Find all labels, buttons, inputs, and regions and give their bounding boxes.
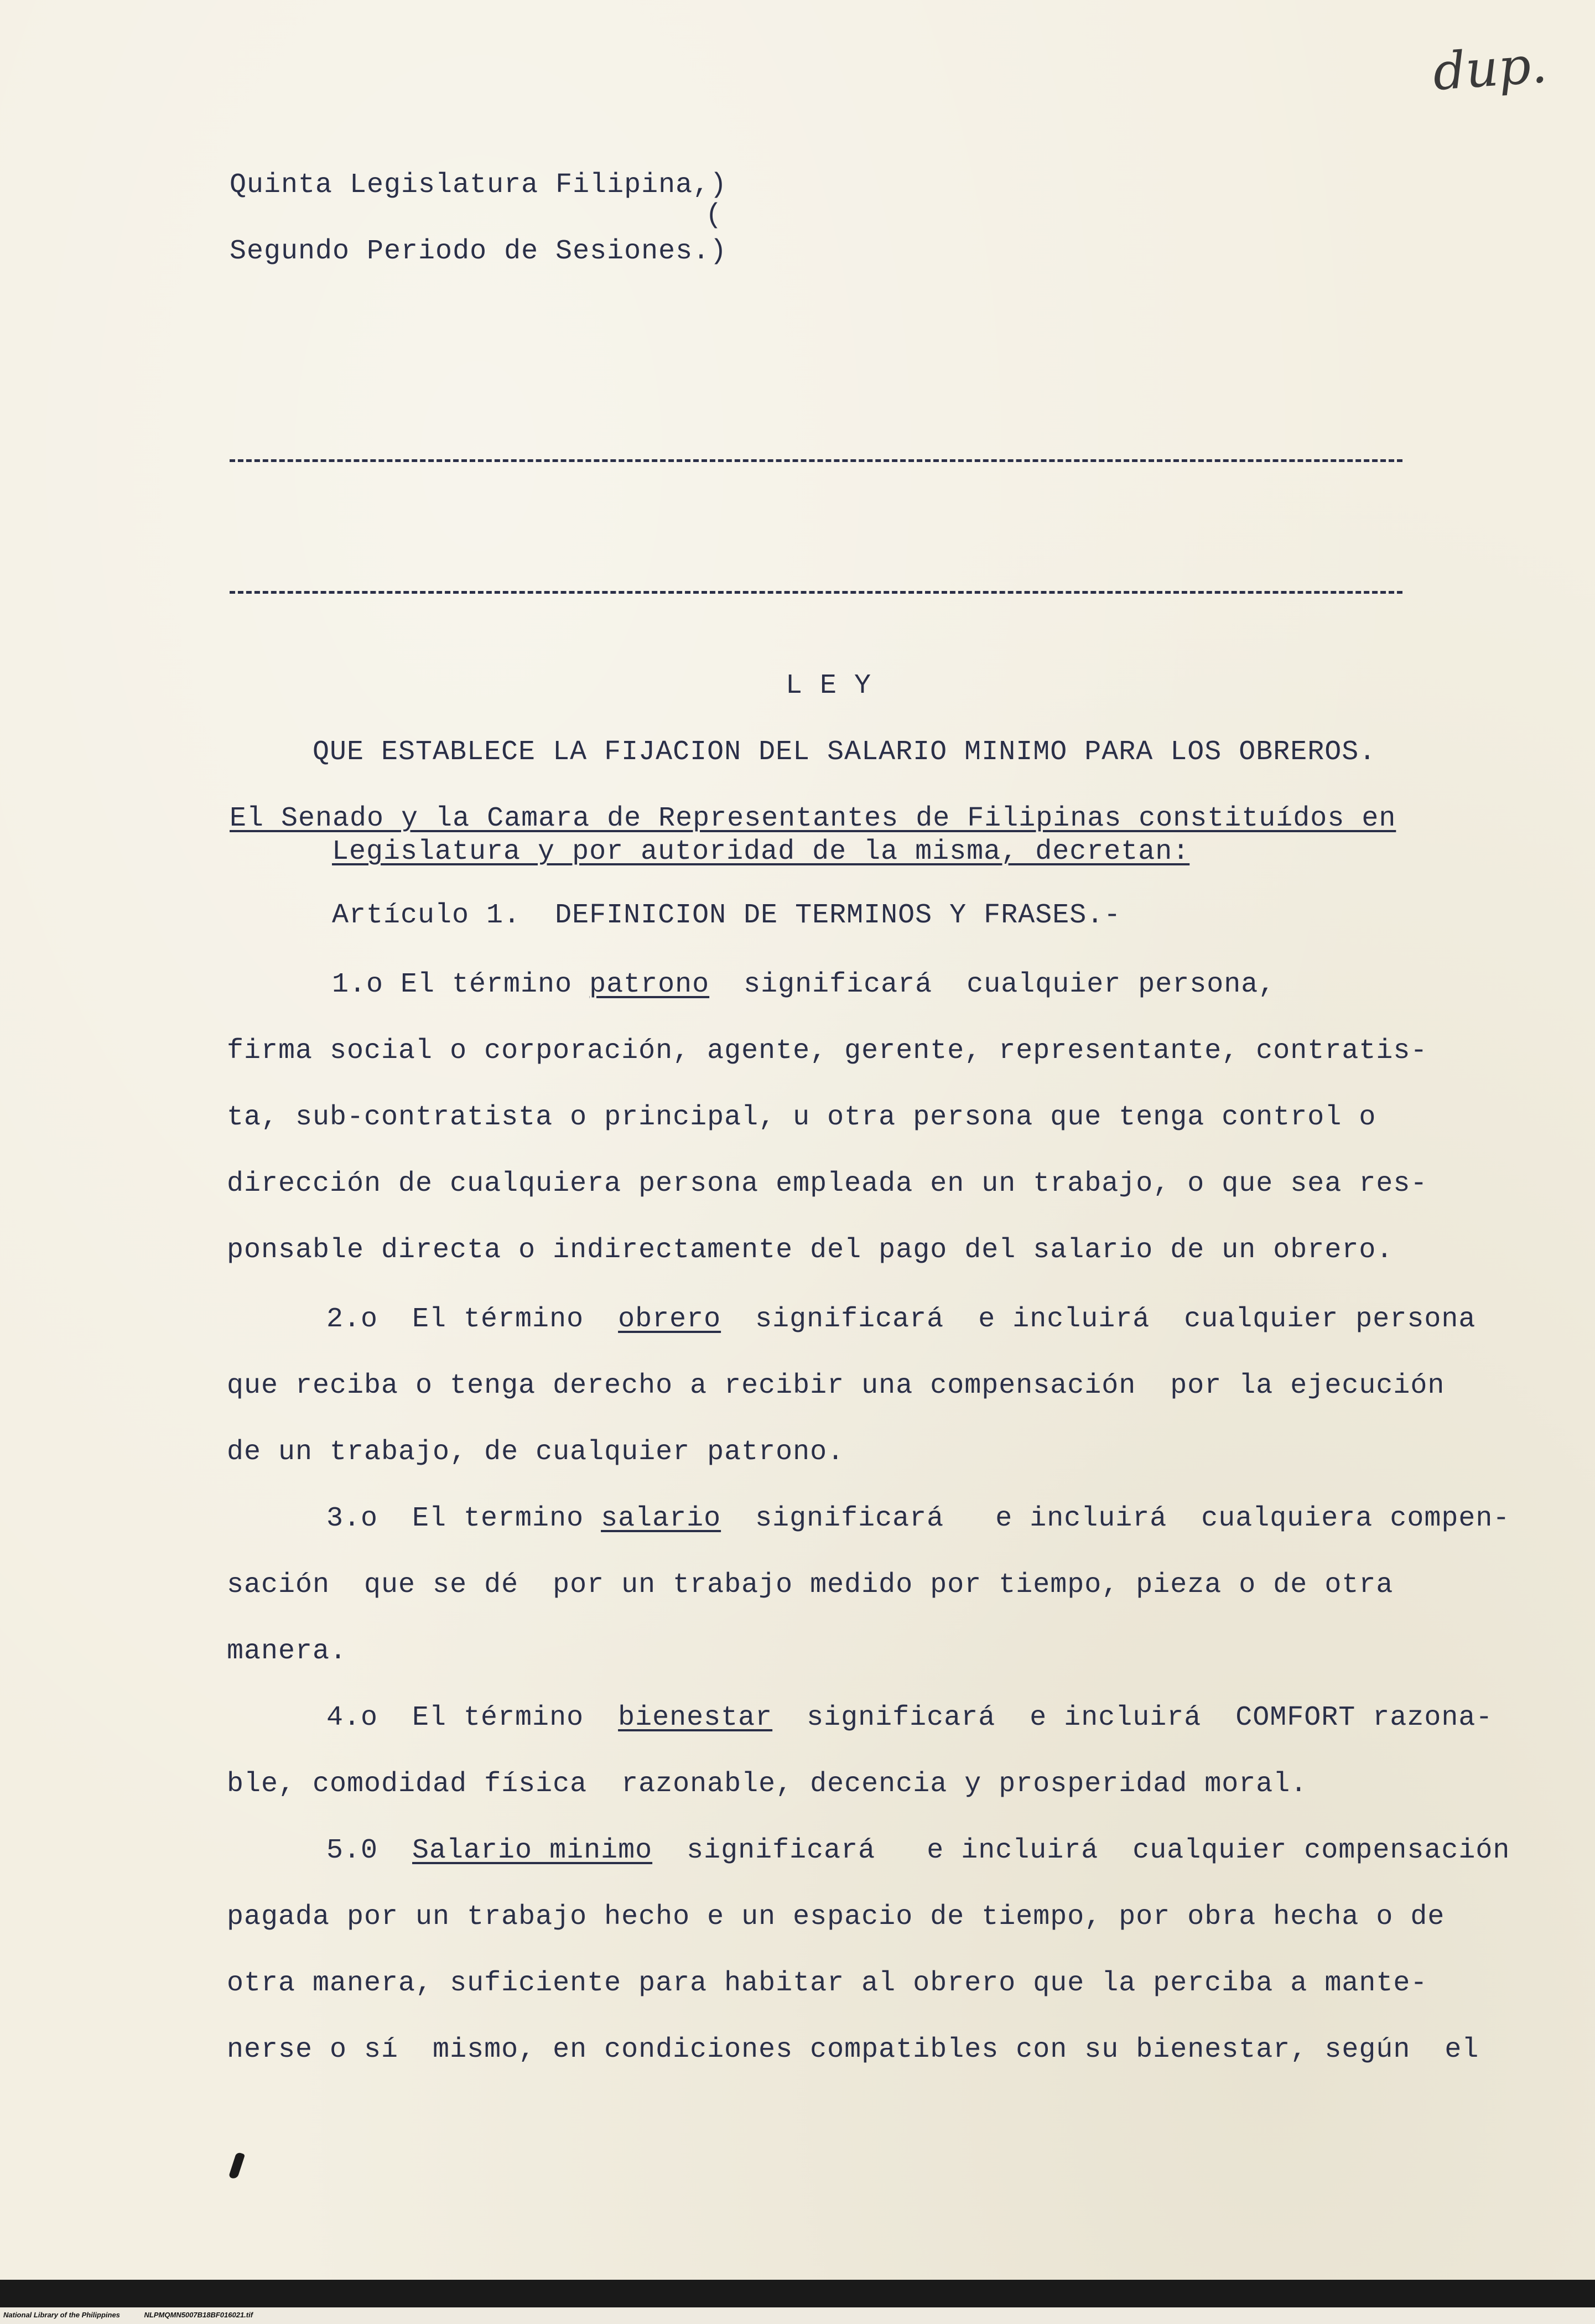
section-5-first-line (326, 1834, 1510, 1868)
section-1-term: patrono (589, 969, 710, 1000)
section-5-term: Salario minimo (412, 1835, 653, 1866)
handwritten-note: dup. (1431, 34, 1549, 102)
law-subtitle: QUE ESTABLECE LA FIJACION DEL SALARIO MINIMO PARA LOS OBREROS. (313, 736, 1376, 768)
enacting-clause-line-2: Legislatura y por autoridad de la misma, decretan: (332, 836, 1190, 868)
section-5-number: 5.0 (326, 1835, 413, 1866)
section-5-line: otra manera, suficiente para habitar al obrero que la perciba a mante- (227, 1968, 1428, 1999)
law-title: L E Y (786, 670, 872, 702)
section-3-number: 3.o El termino (326, 1503, 601, 1534)
section-5-line: nerse o sí mismo, en condiciones compatibles con su bienestar, según el (227, 2034, 1479, 2066)
section-4-line: ble, comodidad física razonable, decencia y prosperidad moral. (227, 1768, 1308, 1800)
section-3-line: sación que se dé por un trabajo medido por tiempo, pieza o de otra (227, 1569, 1394, 1601)
section-2-number: 2.o El término (326, 1304, 619, 1335)
section-2-term: obrero (618, 1304, 721, 1335)
section-2-line: de un trabajo, de cualquier patrono. (227, 1436, 845, 1468)
section-1-line: ponsable directa o indirectamente del pago del salario de un obrero. (227, 1234, 1394, 1266)
article-heading: Artículo 1. DEFINICION DE TERMINOS Y FRASES.- (332, 900, 1121, 931)
section-1-rest: significará cualquier persona, (709, 969, 1276, 1000)
section-3-first-line (326, 1502, 1510, 1536)
section-3-term: salario (601, 1503, 721, 1534)
section-1-first-line (332, 968, 1275, 1002)
divider-line-2 (230, 591, 1402, 594)
header-line-1: Quinta Legislatura Filipina,) (230, 169, 728, 201)
ink-mark (228, 2152, 245, 2180)
footer-file: NLPMQMN5007B18BF016021.tif (144, 2311, 253, 2319)
enacting-clause-line-1: El Senado y la Camara de Representantes de Filipinas constituídos en (230, 803, 1396, 834)
section-2-rest: significará e incluirá cualquier persona (721, 1304, 1476, 1335)
section-2-line: que reciba o tenga derecho a recibir una compensación por la ejecución (227, 1370, 1445, 1402)
section-2-first-line (326, 1303, 1475, 1336)
section-4-rest: significará e incluirá COMFORT razona- (772, 1702, 1493, 1734)
section-1-line: dirección de cualquiera persona empleada en un trabajo, o que sea res- (227, 1168, 1428, 1200)
archive-footer (3, 2311, 275, 2319)
section-5-rest: significará e incluirá cualquier compensación (652, 1835, 1510, 1866)
section-4-first-line (326, 1702, 1493, 1735)
section-5-line: pagada por un trabajo hecho e un espacio de tiempo, por obra hecha o de (227, 1901, 1445, 1933)
section-1-number: 1.o El término (332, 969, 590, 1000)
section-4-term: bienestar (618, 1702, 773, 1734)
footer-library: National Library of the Philippines (3, 2311, 120, 2319)
header-line-2: Segundo Periodo de Sesiones.) (230, 236, 728, 267)
divider-line-1 (230, 459, 1402, 462)
header-paren: ( (705, 200, 723, 231)
section-1-line: ta, sub-contratista o principal, u otra persona que tenga control o (227, 1102, 1376, 1133)
section-3-rest: significará e incluirá cualquiera compen- (721, 1503, 1510, 1534)
section-3-line: manera. (227, 1636, 347, 1667)
section-1-line: firma social o corporación, agente, gerente, representante, contratis- (227, 1035, 1428, 1067)
section-4-number: 4.o El término (326, 1702, 619, 1734)
